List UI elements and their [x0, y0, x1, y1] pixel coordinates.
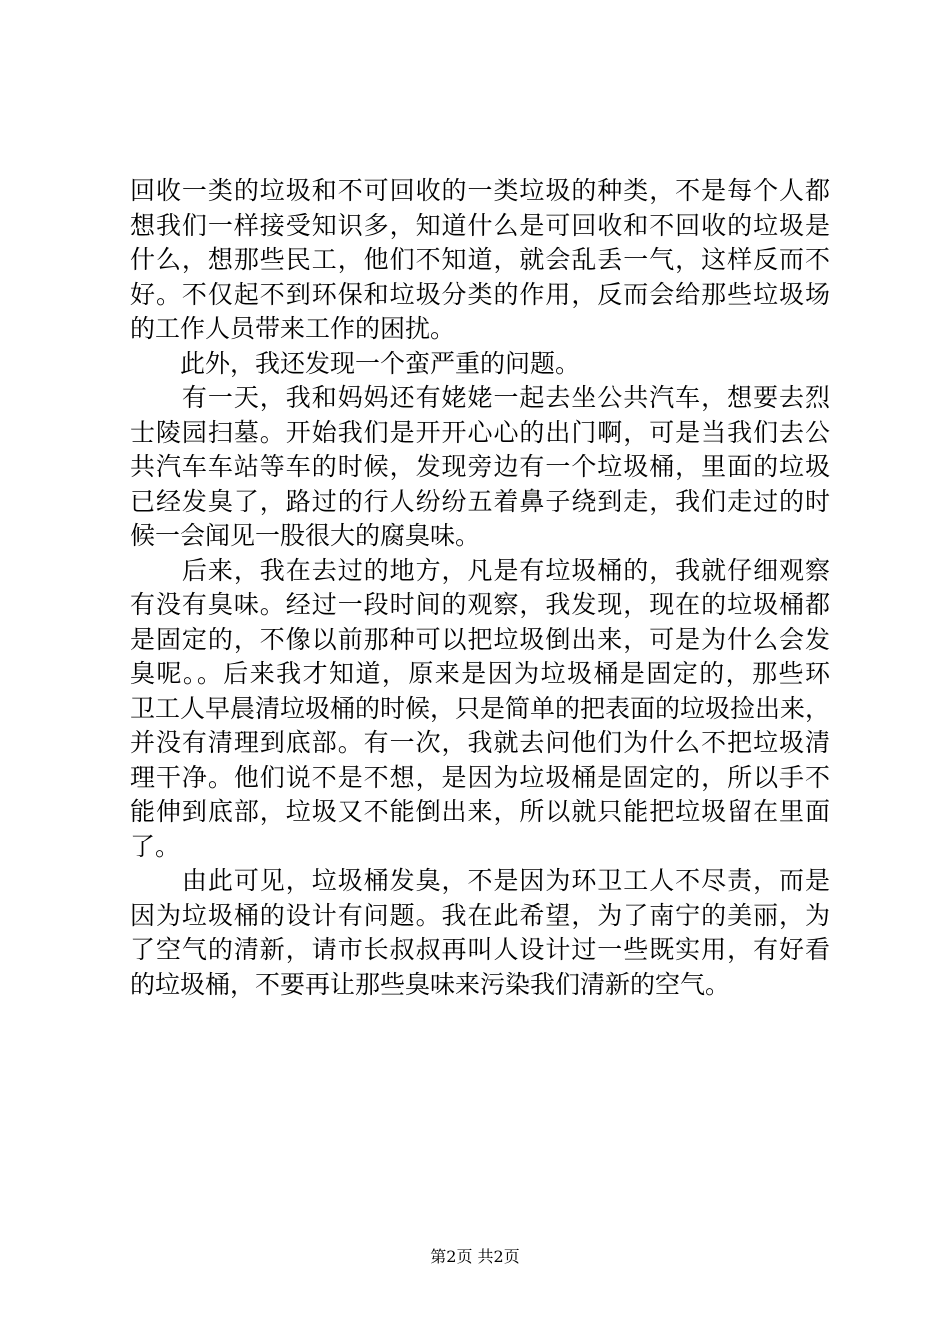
paragraph-line: 由此可见，垃圾桶发臭，不是因为环卫工人不尽责，而是 [130, 866, 830, 895]
paragraph-line: 回收一类的垃圾和不可回收的一类垃圾的种类，不是每个人都 [130, 176, 830, 205]
paragraph-line: 是固定的，不像以前那种可以把垃圾倒出来，可是为什么会发 [130, 624, 830, 654]
paragraph-line: 想我们一样接受知识多，知道什么是可回收和不回收的垃圾是 [130, 210, 830, 240]
paragraph-line: 臭呢。。后来我才知道，原来是因为垃圾桶是固定的，那些环 [130, 659, 830, 688]
page-footer [0, 1244, 950, 1267]
paragraph-line: 的工作人员带来工作的困扰。 [130, 314, 456, 343]
paragraph-line: 已经发臭了，路过的行人纷纷五着鼻子绕到走，我们走过的时 [130, 486, 830, 516]
paragraph-line: 什么，想那些民工，他们不知道，就会乱丢一气，这样反而不 [130, 245, 830, 274]
paragraph-line: 后来，我在去过的地方，凡是有垃圾桶的，我就仔细观察 [130, 555, 830, 585]
paragraph-line: 能伸到底部，垃圾又不能倒出来，所以就只能把垃圾留在里面 [130, 797, 830, 826]
paragraph-line: 卫工人早晨清垃圾桶的时候，只是简单的把表面的垃圾捡出来， [130, 693, 831, 723]
paragraph-line: 并没有清理到底部。有一次，我就去问他们为什么不把垃圾清 [130, 728, 830, 757]
paragraph-line: 因为垃圾桶的设计有问题。我在此希望，为了南宁的美丽，为 [130, 900, 830, 930]
paragraph-line: 理干净。他们说不是不想，是因为垃圾桶是固定的，所以手不 [130, 762, 830, 792]
paragraph-line: 的垃圾桶，不要再让那些臭味来污染我们清新的空气。 [130, 969, 731, 999]
paragraph-line: 有一天，我和妈妈还有姥姥一起去坐公共汽车，想要去烈 [130, 383, 830, 412]
paragraph-line: 了空气的清新，请市长叔叔再叫人设计过一些既实用，有好看 [130, 935, 830, 964]
page-number-label: 第2页 共2页 [430, 1247, 520, 1266]
paragraph-line: 士陵园扫墓。开始我们是开开心心的出门啊，可是当我们去公 [130, 417, 830, 447]
paragraph-line: 候一会闻见一股很大的腐臭味。 [130, 521, 481, 550]
paragraph-line: 有没有臭味。经过一段时间的观察，我发现，现在的垃圾桶都 [130, 590, 830, 619]
paragraph-line: 此外，我还发现一个蛮严重的问题。 [130, 348, 581, 378]
paragraph-line: 共汽车车站等车的时候，发现旁边有一个垃圾桶，里面的垃圾 [130, 452, 830, 481]
paragraph-line: 好。不仅起不到环保和垃圾分类的作用，反而会给那些垃圾场 [130, 279, 830, 309]
paragraph-line: 了。 [130, 831, 181, 861]
document-body [130, 174, 830, 1002]
